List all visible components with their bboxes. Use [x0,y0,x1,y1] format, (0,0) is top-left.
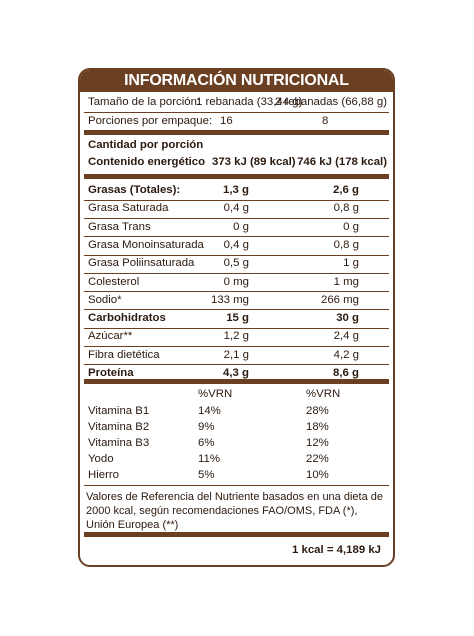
panel-title: INFORMACIÓN NUTRICIONAL [80,70,393,92]
nutrient-value-1: 0,5 g [223,257,249,270]
nutrient-value-1: 0 mg [223,275,249,288]
nutrient-value-1: 133 mg [211,293,249,306]
vitamin-label: Hierro [88,469,120,481]
nutrient-value-1: 0,4 g [223,238,249,251]
divider [84,379,389,384]
nutrient-row [86,274,387,291]
energy-conversion: 1 kcal = 4,189 kJ [292,544,381,556]
energy-2: 746 kJ (178 kcal) [297,156,387,168]
nutrient-label: Fibra dietética [88,348,160,361]
nutrient-row [86,255,387,272]
vitamin-row [86,467,387,484]
energy-label: Contenido energético [88,156,206,168]
nutrient-row [86,182,387,199]
vitamin-vrn-2: 12% [306,437,329,449]
nutrient-label: Proteína [88,367,134,379]
nutrient-label: Colesterol [88,275,140,288]
nutrient-value-1: 15 g [226,312,249,325]
nutrient-value-1: 4,3 g [223,367,249,379]
vitamin-row [86,451,387,468]
serving-size-row [86,94,387,111]
nutrient-value-2: 2,6 g [333,184,359,196]
nutrient-value-2: 30 g [336,312,359,325]
vitamin-vrn-1: 9% [198,421,215,433]
nutrient-value-1: 2,1 g [223,348,249,361]
nutrient-value-2: 2,4 g [333,330,359,343]
energy-row [86,154,387,171]
vitamin-label: Vitamina B3 [88,437,150,449]
nutrient-value-2: 1 mg [333,275,359,288]
nutrient-label: Sodio* [88,293,122,306]
nutrient-label: Carbohidratos [88,312,166,325]
divider [84,174,389,179]
portions-2: 8 [322,115,329,127]
vitamin-vrn-2: 18% [306,421,329,433]
amount-label: Cantidad por porción [88,139,204,151]
vitamin-vrn-1: 6% [198,437,215,449]
portions-row [86,113,387,130]
nutrient-value-1: 0 g [233,220,249,233]
vitamin-vrn-1: 5% [198,469,215,481]
vitamin-row [86,403,387,420]
nutrient-label: Grasa Monoinsaturada [88,238,204,251]
nutrient-row [86,237,387,254]
nutrient-value-1: 1,3 g [223,184,249,196]
vitamin-row [86,419,387,436]
vitamin-vrn-2: 22% [306,453,329,465]
vitamin-vrn-2: 28% [306,405,329,417]
nutrient-value-2: 4,2 g [333,348,359,361]
portions-label: Porciones por empaque: [88,115,213,127]
vrn-header-2: %VRN [306,388,341,400]
energy-1: 373 kJ (89 kcal) [212,156,296,168]
nutrient-row [86,292,387,309]
vitamin-vrn-1: 11% [198,453,220,465]
nutrient-label: Grasa Poliinsaturada [88,257,195,270]
vrn-header-1: %VRN [198,388,233,400]
serving-size-label: Tamaño de la porción: [88,96,201,108]
divider [84,485,389,486]
footnote: Valores de Referencia del Nutriente basados en una dieta de 2000 kcal, según recomendaciones FAO/OMS, FDA (*), Unión Europea (**) [86,491,383,531]
vitamin-row [86,435,387,452]
divider [84,130,389,135]
nutrient-label: Grasa Saturada [88,202,169,215]
vitamin-vrn-1: 14% [198,405,221,417]
nutrient-label: Grasas (Totales): [88,184,181,196]
nutrient-row [86,219,387,236]
vitamin-label: Vitamina B1 [88,405,150,417]
nutrient-row [86,347,387,364]
vitamin-label: Vitamina B2 [88,421,150,433]
nutrient-row [86,310,387,327]
nutrient-value-2: 1 g [343,257,359,270]
portions-1: 16 [220,115,233,127]
nutrient-value-1: 0,4 g [223,202,249,215]
nutrient-value-2: 0,8 g [333,238,359,251]
vrn-header-row [86,386,387,403]
nutrient-label: Azúcar** [88,330,133,343]
serving-size-1: 1 rebanada (33,44 g) [196,96,303,108]
vitamin-label: Yodo [88,453,114,465]
divider [84,532,389,537]
nutrient-value-2: 0,8 g [333,202,359,215]
nutrient-label: Grasa Trans [88,220,151,233]
nutrient-row [86,328,387,345]
amount-label-row [86,137,387,154]
vitamin-vrn-2: 10% [306,469,329,481]
nutrient-value-2: 8,6 g [333,367,359,379]
nutrient-value-2: 266 mg [321,293,359,306]
serving-size-2: 2 rebanadas (66,88 g) [274,96,387,108]
nutrition-facts-panel [78,68,395,567]
nutrient-value-1: 1,2 g [223,330,249,343]
nutrient-value-2: 0 g [343,220,359,233]
nutrient-row [86,200,387,217]
